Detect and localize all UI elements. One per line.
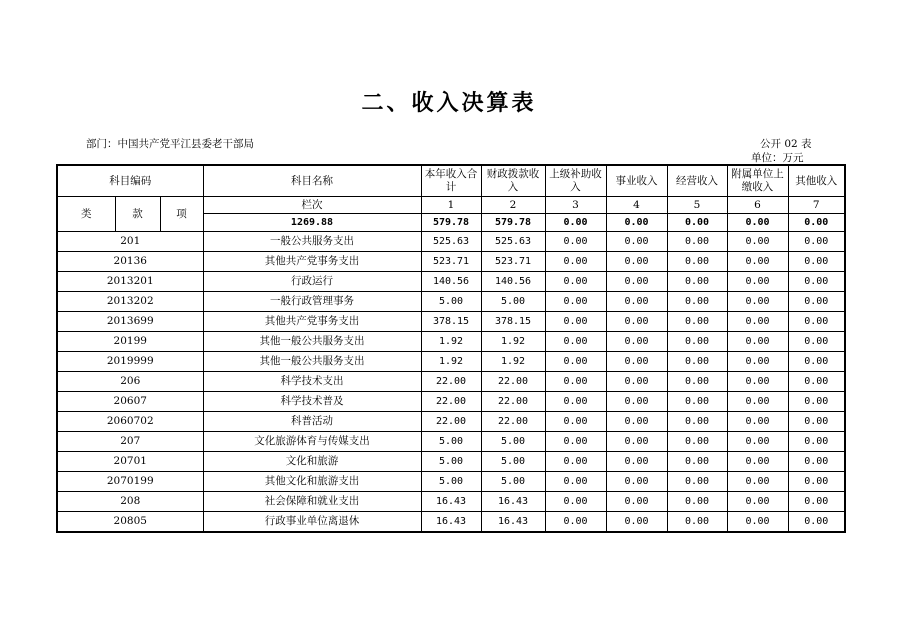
value-cell: 0.00 — [606, 492, 667, 512]
value-cell: 0.00 — [606, 472, 667, 492]
subject-code-cell: 2013202 — [57, 292, 203, 312]
value-cell: 5.00 — [481, 432, 545, 452]
value-cell: 525.63 — [481, 232, 545, 252]
value-cell: 1.92 — [421, 352, 481, 372]
value-cell: 0.00 — [727, 372, 788, 392]
subject-code-cell: 20805 — [57, 512, 203, 533]
col-header-1: 本年收入合计 — [421, 165, 481, 197]
value-cell: 1.92 — [421, 332, 481, 352]
value-cell: 5.00 — [421, 472, 481, 492]
value-cell: 0.00 — [788, 252, 845, 272]
subject-code-cell: 208 — [57, 492, 203, 512]
value-cell: 16.43 — [421, 492, 481, 512]
subject-code-cell: 20701 — [57, 452, 203, 472]
col-number-7: 7 — [788, 197, 845, 214]
total-cell-2: 579.78 — [481, 214, 545, 232]
total-cell-3: 0.00 — [545, 214, 606, 232]
value-cell: 523.71 — [481, 252, 545, 272]
subject-name-cell: 其他一般公共服务支出 — [203, 332, 421, 352]
subject-name-header: 科目名称 — [203, 165, 421, 197]
value-cell: 0.00 — [727, 252, 788, 272]
value-cell: 0.00 — [606, 272, 667, 292]
value-cell: 0.00 — [545, 352, 606, 372]
value-cell: 0.00 — [667, 292, 727, 312]
table-body — [57, 165, 845, 532]
table-row — [57, 412, 845, 432]
value-cell: 0.00 — [727, 472, 788, 492]
value-cell: 0.00 — [606, 312, 667, 332]
value-cell: 0.00 — [545, 232, 606, 252]
value-cell: 0.00 — [545, 292, 606, 312]
total-cell-6: 0.00 — [727, 214, 788, 232]
table-row — [57, 472, 845, 492]
value-cell: 0.00 — [545, 412, 606, 432]
value-cell: 0.00 — [727, 412, 788, 432]
table-row — [57, 432, 845, 452]
col-header-4: 事业收入 — [606, 165, 667, 197]
column-number-row — [57, 197, 845, 214]
table-row — [57, 492, 845, 512]
col-number-2: 2 — [481, 197, 545, 214]
value-cell: 0.00 — [545, 492, 606, 512]
total-label-cell: 1269.88 — [203, 214, 421, 232]
subject-code-cell: 2013699 — [57, 312, 203, 332]
value-cell: 22.00 — [481, 392, 545, 412]
value-cell: 16.43 — [421, 512, 481, 533]
value-cell: 0.00 — [788, 272, 845, 292]
value-cell: 0.00 — [727, 292, 788, 312]
value-cell: 22.00 — [481, 372, 545, 392]
col-header-6: 附属单位上缴收入 — [727, 165, 788, 197]
subject-code-cell: 207 — [57, 432, 203, 452]
value-cell: 0.00 — [788, 492, 845, 512]
value-cell: 0.00 — [667, 412, 727, 432]
value-cell: 0.00 — [606, 412, 667, 432]
value-cell: 0.00 — [727, 312, 788, 332]
lei-header: 类 — [57, 197, 115, 232]
subject-name-cell: 其他共产党事务支出 — [203, 312, 421, 332]
total-cell-7: 0.00 — [788, 214, 845, 232]
value-cell: 0.00 — [788, 412, 845, 432]
subject-name-cell: 一般公共服务支出 — [203, 232, 421, 252]
value-cell: 22.00 — [421, 392, 481, 412]
value-cell: 5.00 — [481, 292, 545, 312]
value-cell: 22.00 — [421, 372, 481, 392]
value-cell: 0.00 — [667, 332, 727, 352]
value-cell: 0.00 — [788, 512, 845, 533]
value-cell: 0.00 — [788, 452, 845, 472]
value-cell: 0.00 — [606, 452, 667, 472]
value-cell: 0.00 — [788, 332, 845, 352]
value-cell: 0.00 — [606, 432, 667, 452]
subject-code-cell: 2019999 — [57, 352, 203, 372]
value-cell: 523.71 — [421, 252, 481, 272]
value-cell: 16.43 — [481, 512, 545, 533]
value-cell: 0.00 — [545, 332, 606, 352]
total-cell-1: 579.78 — [421, 214, 481, 232]
col-number-5: 5 — [667, 197, 727, 214]
table-row — [57, 372, 845, 392]
value-cell: 0.00 — [606, 512, 667, 533]
value-cell: 0.00 — [545, 512, 606, 533]
table-row — [57, 292, 845, 312]
subject-name-cell: 文化旅游体育与传媒支出 — [203, 432, 421, 452]
value-cell: 0.00 — [606, 392, 667, 412]
table-row — [57, 232, 845, 252]
value-cell: 0.00 — [788, 292, 845, 312]
form-code-label: 公开 02 表 — [760, 138, 812, 150]
value-cell: 16.43 — [481, 492, 545, 512]
value-cell: 0.00 — [727, 432, 788, 452]
value-cell: 5.00 — [421, 452, 481, 472]
subject-code-cell: 20607 — [57, 392, 203, 412]
value-cell: 0.00 — [545, 312, 606, 332]
value-cell: 0.00 — [667, 472, 727, 492]
subject-name-cell: 其他一般公共服务支出 — [203, 352, 421, 372]
col-number-1: 1 — [421, 197, 481, 214]
department-label: 部门：中国共产党平江县委老干部局 — [86, 138, 254, 150]
value-cell: 0.00 — [667, 272, 727, 292]
value-cell: 0.00 — [606, 372, 667, 392]
table-row — [57, 332, 845, 352]
subject-code-cell: 20199 — [57, 332, 203, 352]
unit-label: 单位：万元 — [751, 152, 804, 164]
table-row — [57, 252, 845, 272]
value-cell: 0.00 — [727, 512, 788, 533]
value-cell: 0.00 — [727, 332, 788, 352]
col-header-7: 其他收入 — [788, 165, 845, 197]
value-cell: 0.00 — [667, 512, 727, 533]
value-cell: 140.56 — [421, 272, 481, 292]
subject-code-cell: 20136 — [57, 252, 203, 272]
value-cell: 0.00 — [545, 472, 606, 492]
lanci-header: 栏次 — [203, 197, 421, 214]
subject-code-cell: 2013201 — [57, 272, 203, 292]
value-cell: 0.00 — [667, 232, 727, 252]
value-cell: 0.00 — [667, 352, 727, 372]
value-cell: 525.63 — [421, 232, 481, 252]
value-cell: 0.00 — [545, 252, 606, 272]
value-cell: 22.00 — [481, 412, 545, 432]
col-header-5: 经营收入 — [667, 165, 727, 197]
xiang-header: 项 — [160, 197, 203, 232]
col-header-2: 财政拨款收入 — [481, 165, 545, 197]
value-cell: 0.00 — [727, 492, 788, 512]
value-cell: 0.00 — [788, 232, 845, 252]
value-cell: 5.00 — [481, 472, 545, 492]
table-row — [57, 352, 845, 372]
table-row — [57, 312, 845, 332]
table-row — [57, 272, 845, 292]
value-cell: 0.00 — [667, 312, 727, 332]
value-cell: 1.92 — [481, 352, 545, 372]
subject-name-cell: 一般行政管理事务 — [203, 292, 421, 312]
value-cell: 5.00 — [481, 452, 545, 472]
subject-code-cell: 2060702 — [57, 412, 203, 432]
value-cell: 22.00 — [421, 412, 481, 432]
subject-name-cell: 科学技术支出 — [203, 372, 421, 392]
income-table — [56, 164, 846, 533]
value-cell: 0.00 — [788, 312, 845, 332]
value-cell: 0.00 — [545, 372, 606, 392]
value-cell: 0.00 — [667, 452, 727, 472]
value-cell: 0.00 — [606, 332, 667, 352]
subject-name-cell: 社会保障和就业支出 — [203, 492, 421, 512]
col-number-4: 4 — [606, 197, 667, 214]
value-cell: 0.00 — [606, 252, 667, 272]
subject-name-cell: 科普活动 — [203, 412, 421, 432]
kuan-header: 款 — [115, 197, 160, 232]
subject-name-cell: 科学技术普及 — [203, 392, 421, 412]
value-cell: 378.15 — [421, 312, 481, 332]
value-cell: 1.92 — [481, 332, 545, 352]
value-cell: 0.00 — [727, 272, 788, 292]
value-cell: 0.00 — [667, 392, 727, 412]
value-cell: 378.15 — [481, 312, 545, 332]
value-cell: 140.56 — [481, 272, 545, 292]
table-row — [57, 512, 845, 533]
subject-name-cell: 其他共产党事务支出 — [203, 252, 421, 272]
subject-code-cell: 206 — [57, 372, 203, 392]
total-cell-4: 0.00 — [606, 214, 667, 232]
value-cell: 0.00 — [727, 452, 788, 472]
value-cell: 0.00 — [788, 392, 845, 412]
value-cell: 0.00 — [788, 352, 845, 372]
value-cell: 0.00 — [667, 492, 727, 512]
value-cell: 0.00 — [788, 372, 845, 392]
header-row — [57, 165, 845, 197]
value-cell: 0.00 — [606, 232, 667, 252]
subject-name-cell: 文化和旅游 — [203, 452, 421, 472]
value-cell: 0.00 — [545, 432, 606, 452]
value-cell: 0.00 — [606, 352, 667, 372]
subject-code-cell: 201 — [57, 232, 203, 252]
total-cell-5: 0.00 — [667, 214, 727, 232]
table-row — [57, 452, 845, 472]
value-cell: 0.00 — [788, 472, 845, 492]
col-number-6: 6 — [727, 197, 788, 214]
value-cell: 0.00 — [606, 292, 667, 312]
value-cell: 0.00 — [667, 432, 727, 452]
subject-name-cell: 行政事业单位离退休 — [203, 512, 421, 533]
table-row — [57, 392, 845, 412]
value-cell: 0.00 — [727, 352, 788, 372]
page-title: 二、收入决算表 — [361, 91, 537, 116]
subject-name-cell: 其他文化和旅游支出 — [203, 472, 421, 492]
subject-code-header: 科目编码 — [57, 165, 203, 197]
subject-name-cell: 行政运行 — [203, 272, 421, 292]
subject-code-cell: 2070199 — [57, 472, 203, 492]
value-cell: 0.00 — [545, 392, 606, 412]
col-header-3: 上级补助收入 — [545, 165, 606, 197]
value-cell: 0.00 — [788, 432, 845, 452]
value-cell: 0.00 — [667, 372, 727, 392]
value-cell: 0.00 — [727, 232, 788, 252]
value-cell: 0.00 — [545, 272, 606, 292]
value-cell: 5.00 — [421, 292, 481, 312]
value-cell: 0.00 — [667, 252, 727, 272]
col-number-3: 3 — [545, 197, 606, 214]
value-cell: 5.00 — [421, 432, 481, 452]
value-cell: 0.00 — [545, 452, 606, 472]
value-cell: 0.00 — [727, 392, 788, 412]
